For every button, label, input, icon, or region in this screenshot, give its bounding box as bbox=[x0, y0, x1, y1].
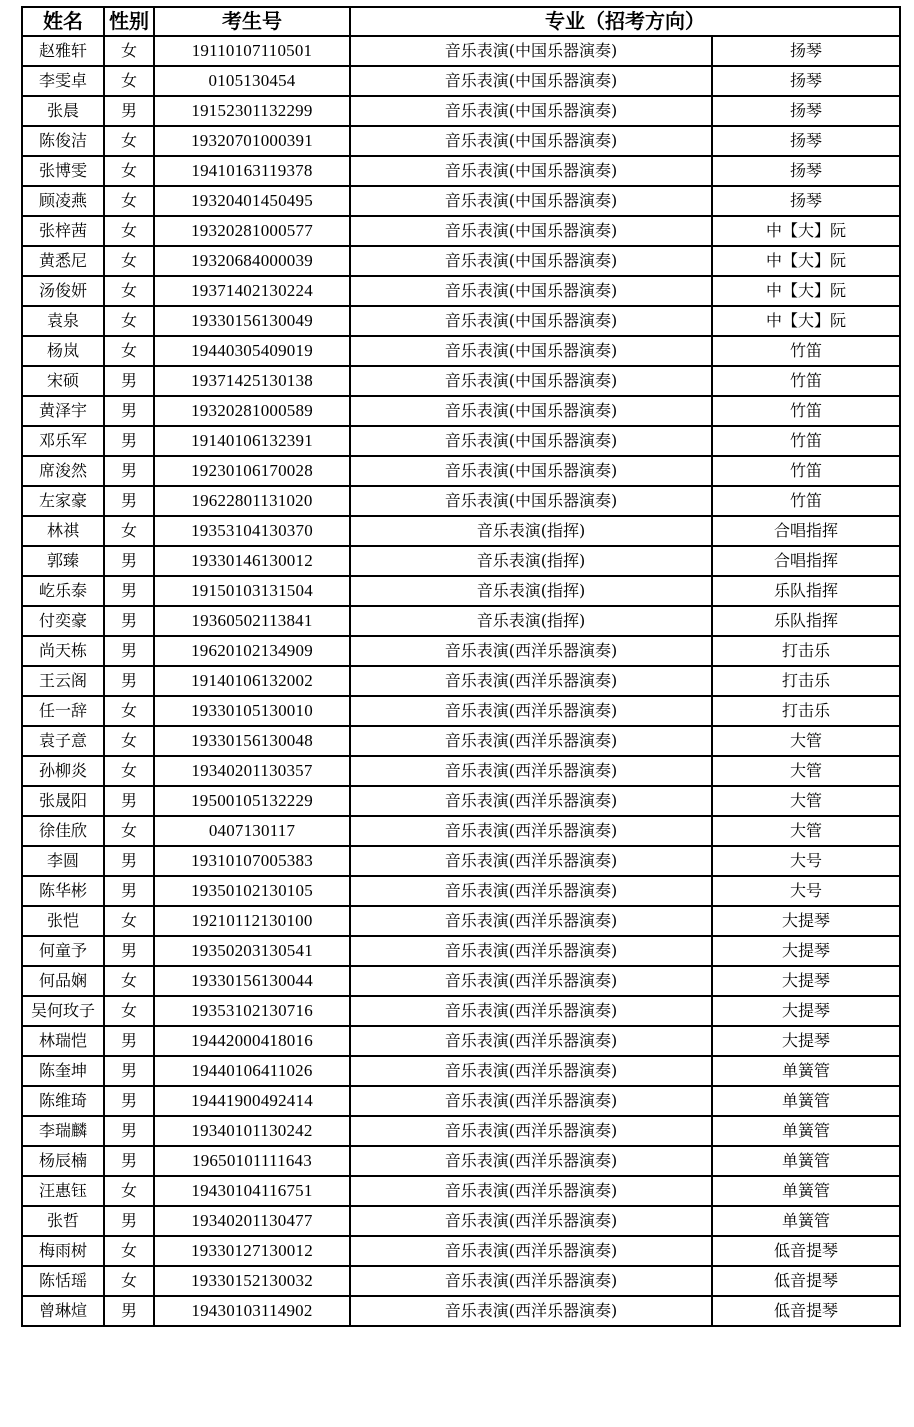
cell-exam-id: 19440305409019 bbox=[154, 336, 350, 366]
table-row bbox=[22, 546, 900, 576]
cell-exam-id: 19330156130048 bbox=[154, 726, 350, 756]
cell-sex: 男 bbox=[104, 936, 154, 966]
cell-sex: 男 bbox=[104, 876, 154, 906]
cell-major: 音乐表演(中国乐器演奏) bbox=[350, 156, 712, 186]
cell-major: 音乐表演(中国乐器演奏) bbox=[350, 186, 712, 216]
table-row bbox=[22, 906, 900, 936]
cell-major: 音乐表演(西洋乐器演奏) bbox=[350, 756, 712, 786]
cell-exam-id: 19622801131020 bbox=[154, 486, 350, 516]
cell-sex: 女 bbox=[104, 516, 154, 546]
cell-major: 音乐表演(西洋乐器演奏) bbox=[350, 1296, 712, 1326]
cell-name: 徐佳欣 bbox=[22, 816, 104, 846]
cell-direction: 单簧管 bbox=[712, 1176, 900, 1206]
cell-sex: 女 bbox=[104, 1176, 154, 1206]
cell-exam-id: 19360502113841 bbox=[154, 606, 350, 636]
cell-direction: 扬琴 bbox=[712, 156, 900, 186]
cell-exam-id: 19310107005383 bbox=[154, 846, 350, 876]
table-row bbox=[22, 66, 900, 96]
table-row bbox=[22, 396, 900, 426]
header-exam-id: 考生号 bbox=[154, 7, 350, 36]
cell-direction: 单簧管 bbox=[712, 1086, 900, 1116]
cell-major: 音乐表演(中国乐器演奏) bbox=[350, 246, 712, 276]
cell-name: 左家豪 bbox=[22, 486, 104, 516]
cell-major: 音乐表演(西洋乐器演奏) bbox=[350, 936, 712, 966]
table-row bbox=[22, 306, 900, 336]
cell-sex: 女 bbox=[104, 66, 154, 96]
table-row bbox=[22, 36, 900, 66]
cell-exam-id: 19330105130010 bbox=[154, 696, 350, 726]
cell-sex: 男 bbox=[104, 546, 154, 576]
cell-name: 杨岚 bbox=[22, 336, 104, 366]
cell-name: 李雯卓 bbox=[22, 66, 104, 96]
cell-exam-id: 19152301132299 bbox=[154, 96, 350, 126]
cell-sex: 男 bbox=[104, 1086, 154, 1116]
admission-table bbox=[21, 6, 901, 1327]
cell-major: 音乐表演(指挥) bbox=[350, 516, 712, 546]
cell-direction: 单簧管 bbox=[712, 1056, 900, 1086]
cell-sex: 男 bbox=[104, 456, 154, 486]
cell-exam-id: 19330152130032 bbox=[154, 1266, 350, 1296]
cell-direction: 单簧管 bbox=[712, 1146, 900, 1176]
cell-major: 音乐表演(西洋乐器演奏) bbox=[350, 1086, 712, 1116]
table-row bbox=[22, 186, 900, 216]
cell-exam-id: 19330146130012 bbox=[154, 546, 350, 576]
cell-exam-id: 19430103114902 bbox=[154, 1296, 350, 1326]
cell-major: 音乐表演(西洋乐器演奏) bbox=[350, 1146, 712, 1176]
cell-major: 音乐表演(西洋乐器演奏) bbox=[350, 636, 712, 666]
cell-major: 音乐表演(西洋乐器演奏) bbox=[350, 696, 712, 726]
cell-exam-id: 19371402130224 bbox=[154, 276, 350, 306]
table-row bbox=[22, 1026, 900, 1056]
cell-direction: 大提琴 bbox=[712, 966, 900, 996]
cell-direction: 乐队指挥 bbox=[712, 576, 900, 606]
cell-major: 音乐表演(中国乐器演奏) bbox=[350, 126, 712, 156]
cell-name: 陈恬瑶 bbox=[22, 1266, 104, 1296]
cell-sex: 女 bbox=[104, 726, 154, 756]
cell-exam-id: 19350102130105 bbox=[154, 876, 350, 906]
cell-direction: 低音提琴 bbox=[712, 1296, 900, 1326]
cell-exam-id: 19330156130049 bbox=[154, 306, 350, 336]
cell-name: 黄泽宇 bbox=[22, 396, 104, 426]
cell-name: 张梓茜 bbox=[22, 216, 104, 246]
cell-exam-id: 19330127130012 bbox=[154, 1236, 350, 1266]
table-row bbox=[22, 216, 900, 246]
cell-sex: 女 bbox=[104, 156, 154, 186]
cell-sex: 女 bbox=[104, 276, 154, 306]
cell-sex: 男 bbox=[104, 666, 154, 696]
cell-name: 袁泉 bbox=[22, 306, 104, 336]
table-row bbox=[22, 846, 900, 876]
table-row bbox=[22, 96, 900, 126]
cell-name: 宋硕 bbox=[22, 366, 104, 396]
cell-name: 陈华彬 bbox=[22, 876, 104, 906]
cell-sex: 女 bbox=[104, 816, 154, 846]
cell-sex: 男 bbox=[104, 486, 154, 516]
cell-major: 音乐表演(中国乐器演奏) bbox=[350, 66, 712, 96]
cell-direction: 中【大】阮 bbox=[712, 216, 900, 246]
table-row bbox=[22, 1086, 900, 1116]
cell-exam-id: 19500105132229 bbox=[154, 786, 350, 816]
cell-exam-id: 19441900492414 bbox=[154, 1086, 350, 1116]
cell-direction: 单簧管 bbox=[712, 1206, 900, 1236]
cell-major: 音乐表演(中国乐器演奏) bbox=[350, 486, 712, 516]
cell-sex: 男 bbox=[104, 396, 154, 426]
cell-name: 尚天栋 bbox=[22, 636, 104, 666]
table-row bbox=[22, 876, 900, 906]
cell-exam-id: 19230106170028 bbox=[154, 456, 350, 486]
cell-sex: 男 bbox=[104, 426, 154, 456]
table-row bbox=[22, 666, 900, 696]
cell-name: 袁子意 bbox=[22, 726, 104, 756]
cell-direction: 大提琴 bbox=[712, 936, 900, 966]
cell-exam-id: 0407130117 bbox=[154, 816, 350, 846]
cell-exam-id: 19320401450495 bbox=[154, 186, 350, 216]
cell-exam-id: 19110107110501 bbox=[154, 36, 350, 66]
cell-sex: 女 bbox=[104, 966, 154, 996]
cell-exam-id: 19330156130044 bbox=[154, 966, 350, 996]
header-major: 专业（招考方向） bbox=[350, 7, 900, 36]
table-row bbox=[22, 786, 900, 816]
cell-exam-id: 19320281000577 bbox=[154, 216, 350, 246]
cell-name: 席浚然 bbox=[22, 456, 104, 486]
cell-major: 音乐表演(西洋乐器演奏) bbox=[350, 1206, 712, 1236]
table-row bbox=[22, 816, 900, 846]
cell-direction: 中【大】阮 bbox=[712, 276, 900, 306]
cell-sex: 男 bbox=[104, 636, 154, 666]
table-row bbox=[22, 126, 900, 156]
cell-name: 梅雨树 bbox=[22, 1236, 104, 1266]
table-row bbox=[22, 426, 900, 456]
table-row bbox=[22, 1236, 900, 1266]
cell-major: 音乐表演(中国乐器演奏) bbox=[350, 306, 712, 336]
header-sex: 性别 bbox=[104, 7, 154, 36]
cell-name: 张晟阳 bbox=[22, 786, 104, 816]
cell-sex: 女 bbox=[104, 186, 154, 216]
cell-name: 王云阁 bbox=[22, 666, 104, 696]
cell-exam-id: 19210112130100 bbox=[154, 906, 350, 936]
table-row bbox=[22, 1296, 900, 1326]
table-header bbox=[22, 7, 900, 36]
cell-major: 音乐表演(中国乐器演奏) bbox=[350, 96, 712, 126]
cell-major: 音乐表演(西洋乐器演奏) bbox=[350, 846, 712, 876]
cell-major: 音乐表演(中国乐器演奏) bbox=[350, 216, 712, 246]
cell-name: 任一辞 bbox=[22, 696, 104, 726]
cell-sex: 女 bbox=[104, 1236, 154, 1266]
admission-list-sheet bbox=[21, 6, 899, 1327]
table-row bbox=[22, 936, 900, 966]
cell-name: 汤俊妍 bbox=[22, 276, 104, 306]
cell-sex: 男 bbox=[104, 1206, 154, 1236]
table-row bbox=[22, 486, 900, 516]
cell-major: 音乐表演(西洋乐器演奏) bbox=[350, 1056, 712, 1086]
cell-sex: 女 bbox=[104, 306, 154, 336]
cell-major: 音乐表演(西洋乐器演奏) bbox=[350, 966, 712, 996]
table-row bbox=[22, 696, 900, 726]
cell-direction: 合唱指挥 bbox=[712, 516, 900, 546]
header-name: 姓名 bbox=[22, 7, 104, 36]
cell-name: 李瑞麟 bbox=[22, 1116, 104, 1146]
cell-exam-id: 19320684000039 bbox=[154, 246, 350, 276]
table-row bbox=[22, 516, 900, 546]
cell-major: 音乐表演(西洋乐器演奏) bbox=[350, 666, 712, 696]
cell-name: 赵雅轩 bbox=[22, 36, 104, 66]
cell-exam-id: 19353104130370 bbox=[154, 516, 350, 546]
table-row bbox=[22, 576, 900, 606]
cell-sex: 男 bbox=[104, 606, 154, 636]
cell-exam-id: 19440106411026 bbox=[154, 1056, 350, 1086]
cell-sex: 女 bbox=[104, 1266, 154, 1296]
table-row bbox=[22, 276, 900, 306]
cell-exam-id: 19620102134909 bbox=[154, 636, 350, 666]
table-row bbox=[22, 1206, 900, 1236]
table-row bbox=[22, 246, 900, 276]
cell-sex: 男 bbox=[104, 366, 154, 396]
cell-sex: 女 bbox=[104, 126, 154, 156]
table-row bbox=[22, 1116, 900, 1146]
cell-direction: 竹笛 bbox=[712, 486, 900, 516]
cell-sex: 男 bbox=[104, 786, 154, 816]
cell-name: 付奕豪 bbox=[22, 606, 104, 636]
cell-sex: 女 bbox=[104, 906, 154, 936]
cell-name: 吴何玫子 bbox=[22, 996, 104, 1026]
cell-sex: 女 bbox=[104, 36, 154, 66]
cell-sex: 男 bbox=[104, 1146, 154, 1176]
cell-sex: 女 bbox=[104, 246, 154, 276]
cell-name: 黄悉尼 bbox=[22, 246, 104, 276]
cell-direction: 扬琴 bbox=[712, 36, 900, 66]
cell-direction: 大管 bbox=[712, 726, 900, 756]
cell-name: 李圆 bbox=[22, 846, 104, 876]
cell-major: 音乐表演(中国乐器演奏) bbox=[350, 396, 712, 426]
cell-exam-id: 19371425130138 bbox=[154, 366, 350, 396]
cell-major: 音乐表演(中国乐器演奏) bbox=[350, 36, 712, 66]
cell-name: 林瑞恺 bbox=[22, 1026, 104, 1056]
table-row bbox=[22, 726, 900, 756]
cell-major: 音乐表演(西洋乐器演奏) bbox=[350, 786, 712, 816]
cell-major: 音乐表演(西洋乐器演奏) bbox=[350, 906, 712, 936]
table-body bbox=[22, 36, 900, 1326]
cell-major: 音乐表演(西洋乐器演奏) bbox=[350, 1116, 712, 1146]
cell-direction: 大提琴 bbox=[712, 996, 900, 1026]
cell-name: 陈奎坤 bbox=[22, 1056, 104, 1086]
cell-direction: 竹笛 bbox=[712, 426, 900, 456]
cell-major: 音乐表演(西洋乐器演奏) bbox=[350, 1026, 712, 1056]
cell-name: 林祺 bbox=[22, 516, 104, 546]
cell-exam-id: 19353102130716 bbox=[154, 996, 350, 1026]
cell-name: 陈俊洁 bbox=[22, 126, 104, 156]
table-row bbox=[22, 1266, 900, 1296]
cell-direction: 扬琴 bbox=[712, 186, 900, 216]
cell-exam-id: 19140106132391 bbox=[154, 426, 350, 456]
table-row bbox=[22, 1146, 900, 1176]
cell-major: 音乐表演(西洋乐器演奏) bbox=[350, 1266, 712, 1296]
cell-major: 音乐表演(西洋乐器演奏) bbox=[350, 726, 712, 756]
header-row bbox=[22, 7, 900, 36]
cell-name: 陈维琦 bbox=[22, 1086, 104, 1116]
cell-direction: 大管 bbox=[712, 786, 900, 816]
cell-name: 郭臻 bbox=[22, 546, 104, 576]
cell-direction: 合唱指挥 bbox=[712, 546, 900, 576]
cell-direction: 竹笛 bbox=[712, 366, 900, 396]
table-row bbox=[22, 456, 900, 486]
cell-name: 张博雯 bbox=[22, 156, 104, 186]
cell-direction: 大管 bbox=[712, 816, 900, 846]
cell-name: 张哲 bbox=[22, 1206, 104, 1236]
cell-direction: 扬琴 bbox=[712, 66, 900, 96]
cell-major: 音乐表演(西洋乐器演奏) bbox=[350, 1176, 712, 1206]
cell-name: 顾凌燕 bbox=[22, 186, 104, 216]
cell-exam-id: 19340201130477 bbox=[154, 1206, 350, 1236]
cell-exam-id: 19340201130357 bbox=[154, 756, 350, 786]
cell-sex: 女 bbox=[104, 696, 154, 726]
cell-direction: 打击乐 bbox=[712, 696, 900, 726]
cell-direction: 大号 bbox=[712, 846, 900, 876]
cell-exam-id: 19140106132002 bbox=[154, 666, 350, 696]
cell-exam-id: 19320281000589 bbox=[154, 396, 350, 426]
cell-direction: 竹笛 bbox=[712, 336, 900, 366]
table-row bbox=[22, 636, 900, 666]
cell-sex: 女 bbox=[104, 336, 154, 366]
cell-sex: 男 bbox=[104, 576, 154, 606]
cell-sex: 男 bbox=[104, 1116, 154, 1146]
cell-direction: 大提琴 bbox=[712, 906, 900, 936]
cell-sex: 男 bbox=[104, 96, 154, 126]
cell-name: 曾琳煊 bbox=[22, 1296, 104, 1326]
cell-exam-id: 19150103131504 bbox=[154, 576, 350, 606]
cell-major: 音乐表演(指挥) bbox=[350, 576, 712, 606]
cell-exam-id: 0105130454 bbox=[154, 66, 350, 96]
cell-sex: 女 bbox=[104, 216, 154, 246]
table-row bbox=[22, 1176, 900, 1206]
cell-direction: 中【大】阮 bbox=[712, 246, 900, 276]
table-row bbox=[22, 336, 900, 366]
cell-exam-id: 19650101111643 bbox=[154, 1146, 350, 1176]
cell-direction: 扬琴 bbox=[712, 96, 900, 126]
cell-name: 汪惠钰 bbox=[22, 1176, 104, 1206]
cell-exam-id: 19340101130242 bbox=[154, 1116, 350, 1146]
cell-sex: 男 bbox=[104, 1296, 154, 1326]
cell-direction: 打击乐 bbox=[712, 666, 900, 696]
cell-direction: 竹笛 bbox=[712, 456, 900, 486]
cell-name: 张晨 bbox=[22, 96, 104, 126]
table-row bbox=[22, 756, 900, 786]
cell-exam-id: 19350203130541 bbox=[154, 936, 350, 966]
cell-sex: 男 bbox=[104, 1056, 154, 1086]
cell-major: 音乐表演(中国乐器演奏) bbox=[350, 336, 712, 366]
cell-major: 音乐表演(中国乐器演奏) bbox=[350, 366, 712, 396]
cell-major: 音乐表演(指挥) bbox=[350, 606, 712, 636]
table-row bbox=[22, 1056, 900, 1086]
cell-sex: 男 bbox=[104, 846, 154, 876]
cell-major: 音乐表演(西洋乐器演奏) bbox=[350, 996, 712, 1026]
cell-major: 音乐表演(西洋乐器演奏) bbox=[350, 876, 712, 906]
cell-sex: 男 bbox=[104, 1026, 154, 1056]
cell-sex: 女 bbox=[104, 996, 154, 1026]
cell-direction: 低音提琴 bbox=[712, 1266, 900, 1296]
cell-major: 音乐表演(中国乐器演奏) bbox=[350, 426, 712, 456]
table-row bbox=[22, 366, 900, 396]
table-row bbox=[22, 156, 900, 186]
table-row bbox=[22, 996, 900, 1026]
cell-name: 屹乐泰 bbox=[22, 576, 104, 606]
cell-direction: 大提琴 bbox=[712, 1026, 900, 1056]
cell-direction: 扬琴 bbox=[712, 126, 900, 156]
cell-direction: 中【大】阮 bbox=[712, 306, 900, 336]
cell-major: 音乐表演(西洋乐器演奏) bbox=[350, 1236, 712, 1266]
cell-sex: 女 bbox=[104, 756, 154, 786]
cell-name: 杨辰楠 bbox=[22, 1146, 104, 1176]
cell-exam-id: 19410163119378 bbox=[154, 156, 350, 186]
cell-major: 音乐表演(中国乐器演奏) bbox=[350, 456, 712, 486]
cell-direction: 打击乐 bbox=[712, 636, 900, 666]
cell-direction: 低音提琴 bbox=[712, 1236, 900, 1266]
cell-direction: 大管 bbox=[712, 756, 900, 786]
cell-name: 孙柳炎 bbox=[22, 756, 104, 786]
cell-exam-id: 19320701000391 bbox=[154, 126, 350, 156]
cell-major: 音乐表演(西洋乐器演奏) bbox=[350, 816, 712, 846]
cell-direction: 竹笛 bbox=[712, 396, 900, 426]
cell-exam-id: 19442000418016 bbox=[154, 1026, 350, 1056]
cell-direction: 乐队指挥 bbox=[712, 606, 900, 636]
cell-major: 音乐表演(指挥) bbox=[350, 546, 712, 576]
cell-name: 何品娴 bbox=[22, 966, 104, 996]
cell-name: 张恺 bbox=[22, 906, 104, 936]
cell-major: 音乐表演(中国乐器演奏) bbox=[350, 276, 712, 306]
cell-name: 邓乐军 bbox=[22, 426, 104, 456]
table-row bbox=[22, 606, 900, 636]
cell-name: 何童予 bbox=[22, 936, 104, 966]
cell-exam-id: 19430104116751 bbox=[154, 1176, 350, 1206]
table-row bbox=[22, 966, 900, 996]
cell-direction: 大号 bbox=[712, 876, 900, 906]
cell-direction: 单簧管 bbox=[712, 1116, 900, 1146]
